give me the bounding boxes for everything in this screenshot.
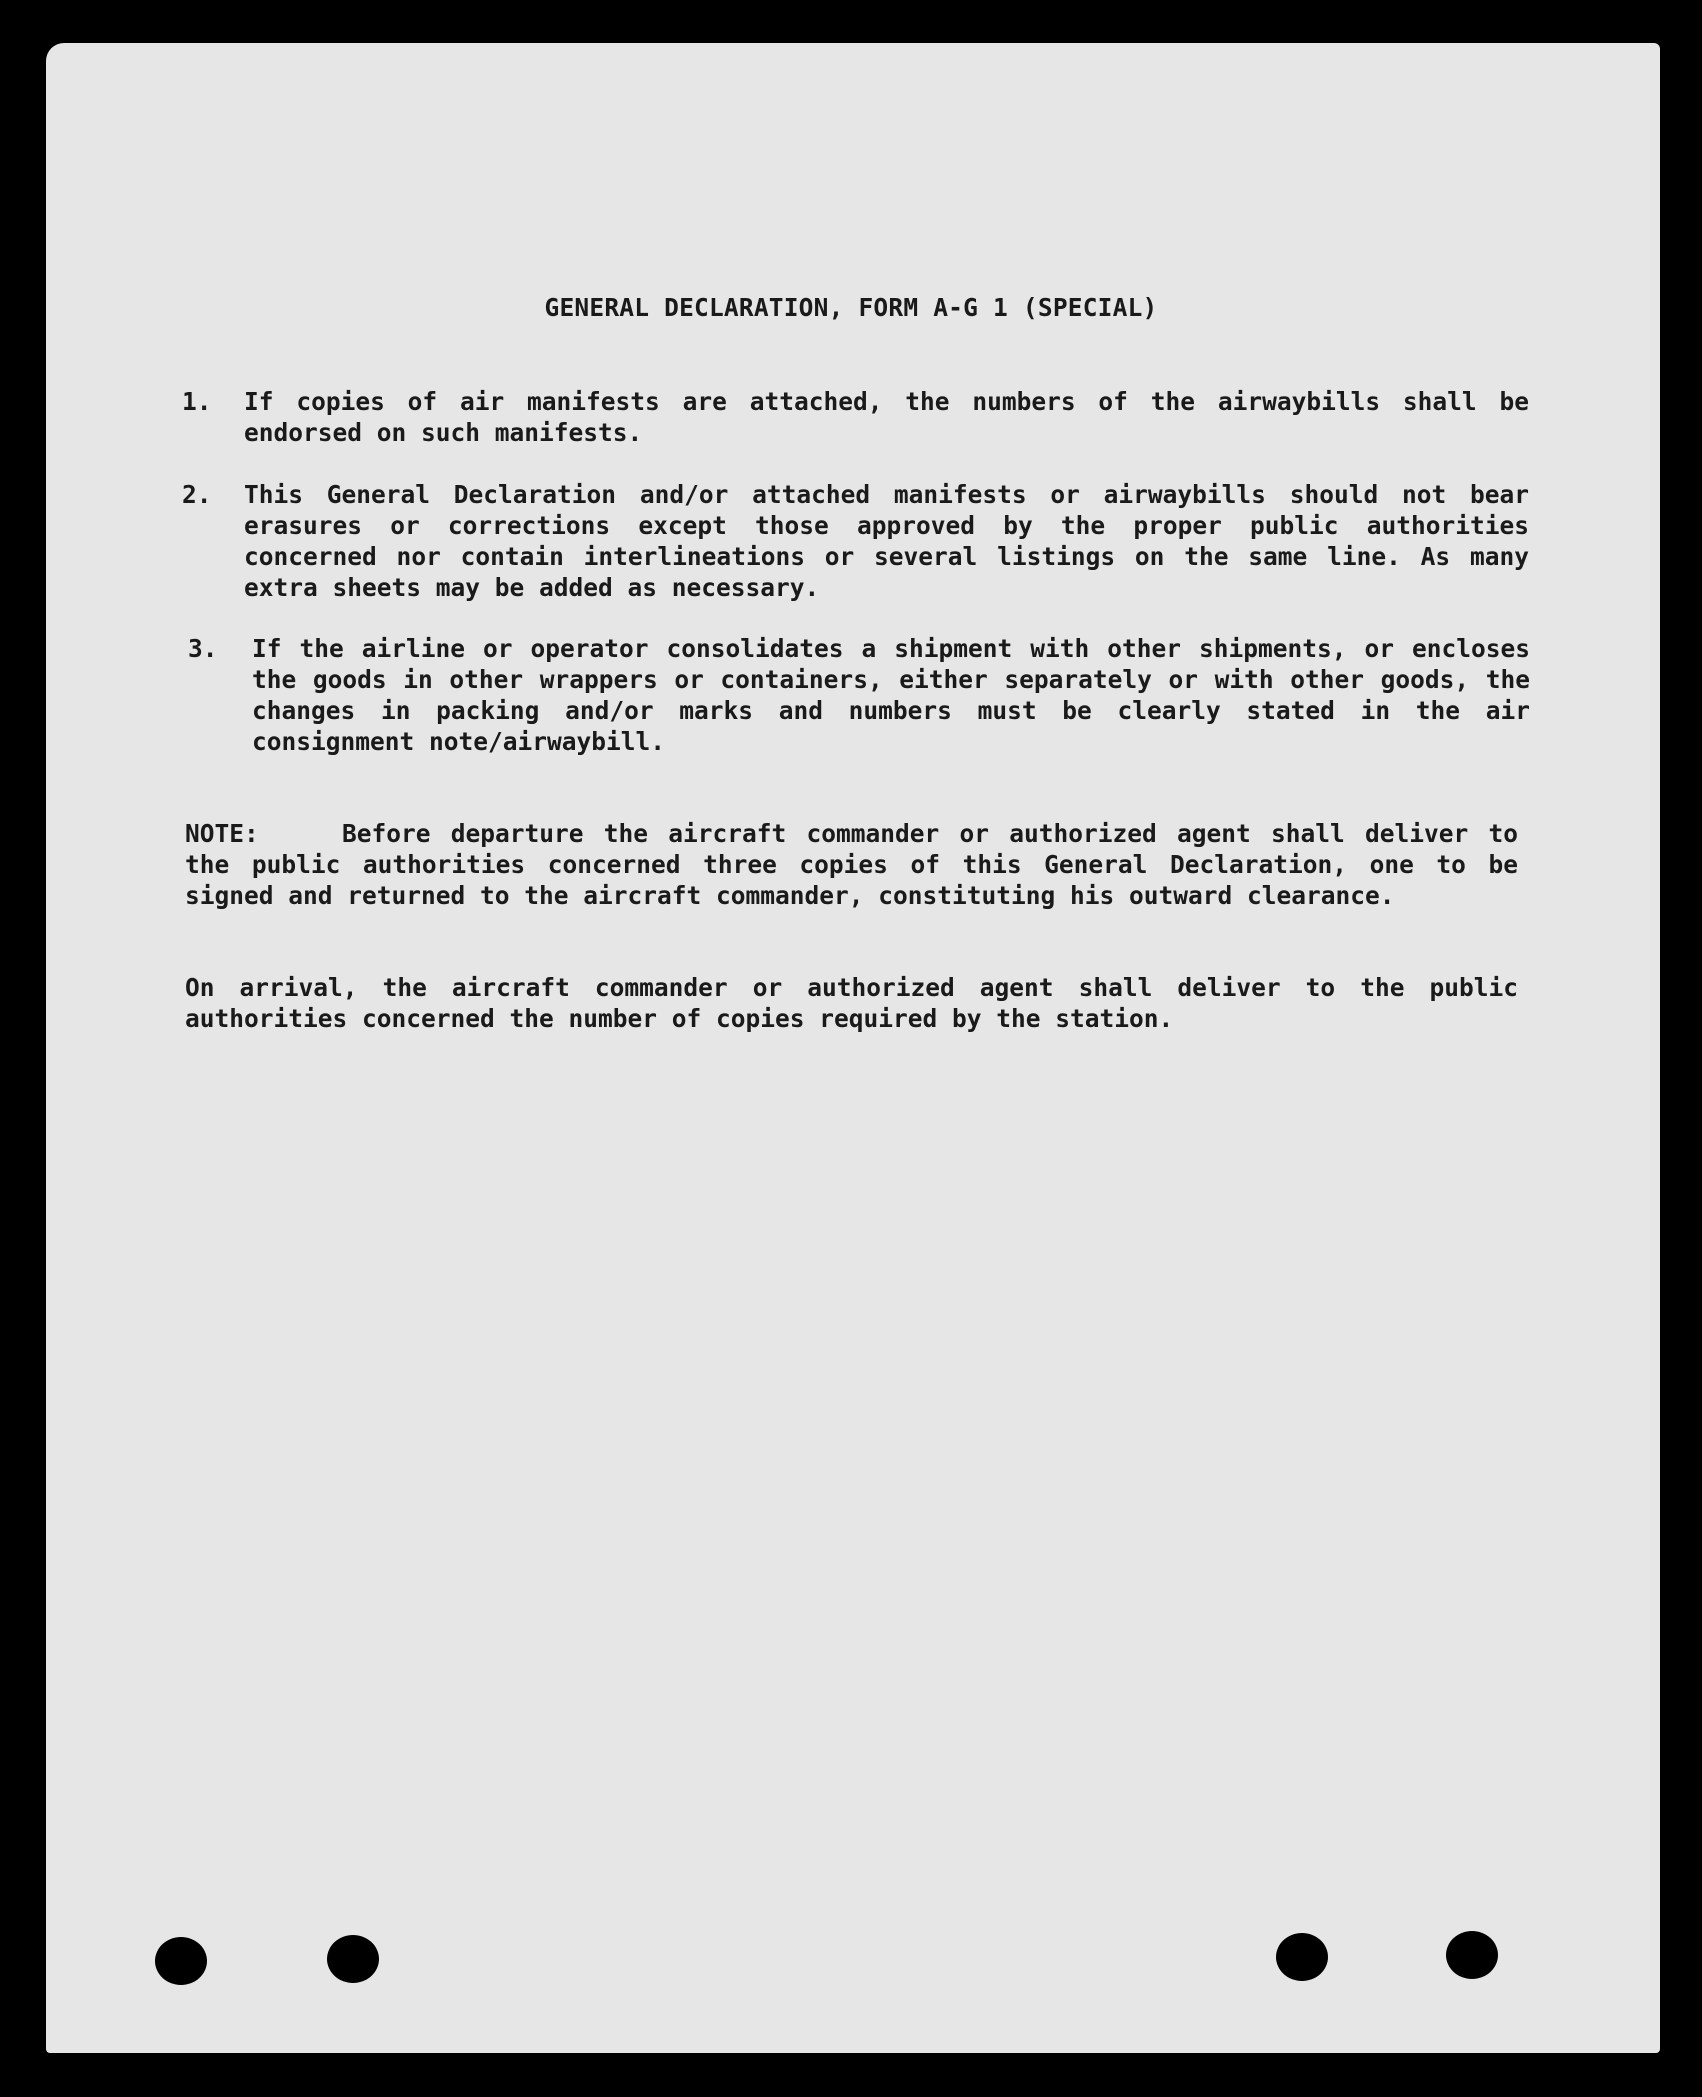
item-number: 3. <box>188 634 218 663</box>
item-text: If the airline or operator consolidates a shipment with other shipments, or encloses the goods in other wrappers or containers, either separately or with other goods, the changes in packing and/or marks and numbers must be clearly stated in the air consignment note/airwaybill. <box>252 634 1530 756</box>
item-number: 2. <box>182 480 212 509</box>
note-text: Before departure the aircraft commander or authorized agent shall deliver to the public authorities concerned three copies of this General Declaration, one to be signed and returned to the aircraft commander, constituting his outward clearance. <box>185 819 1518 910</box>
document-title: GENERAL DECLARATION, FORM A-G 1 (SPECIAL) <box>544 293 1158 322</box>
punch-hole <box>1276 1933 1328 1981</box>
item-number: 1. <box>182 387 212 416</box>
punch-hole <box>155 1937 207 1985</box>
punch-hole <box>327 1935 379 1983</box>
arrival-note: On arrival, the aircraft commander or authorized agent shall deliver to the public authorities concerned the number of copies required by the station. <box>185 973 1518 1033</box>
punch-hole <box>1446 1931 1498 1979</box>
item-text: This General Declaration and/or attached manifests or airwaybills should not bear erasures or corrections except those approved by the proper public authorities concerned nor contain interlineations or several listings on the same line. As many extra sheets may be added as necessary. <box>244 480 1529 602</box>
item-text: If copies of air manifests are attached, the numbers of the airwaybills shall be endorsed on such manifests. <box>244 387 1529 447</box>
note-label: NOTE: <box>185 819 259 848</box>
departure-note <box>185 818 1518 911</box>
